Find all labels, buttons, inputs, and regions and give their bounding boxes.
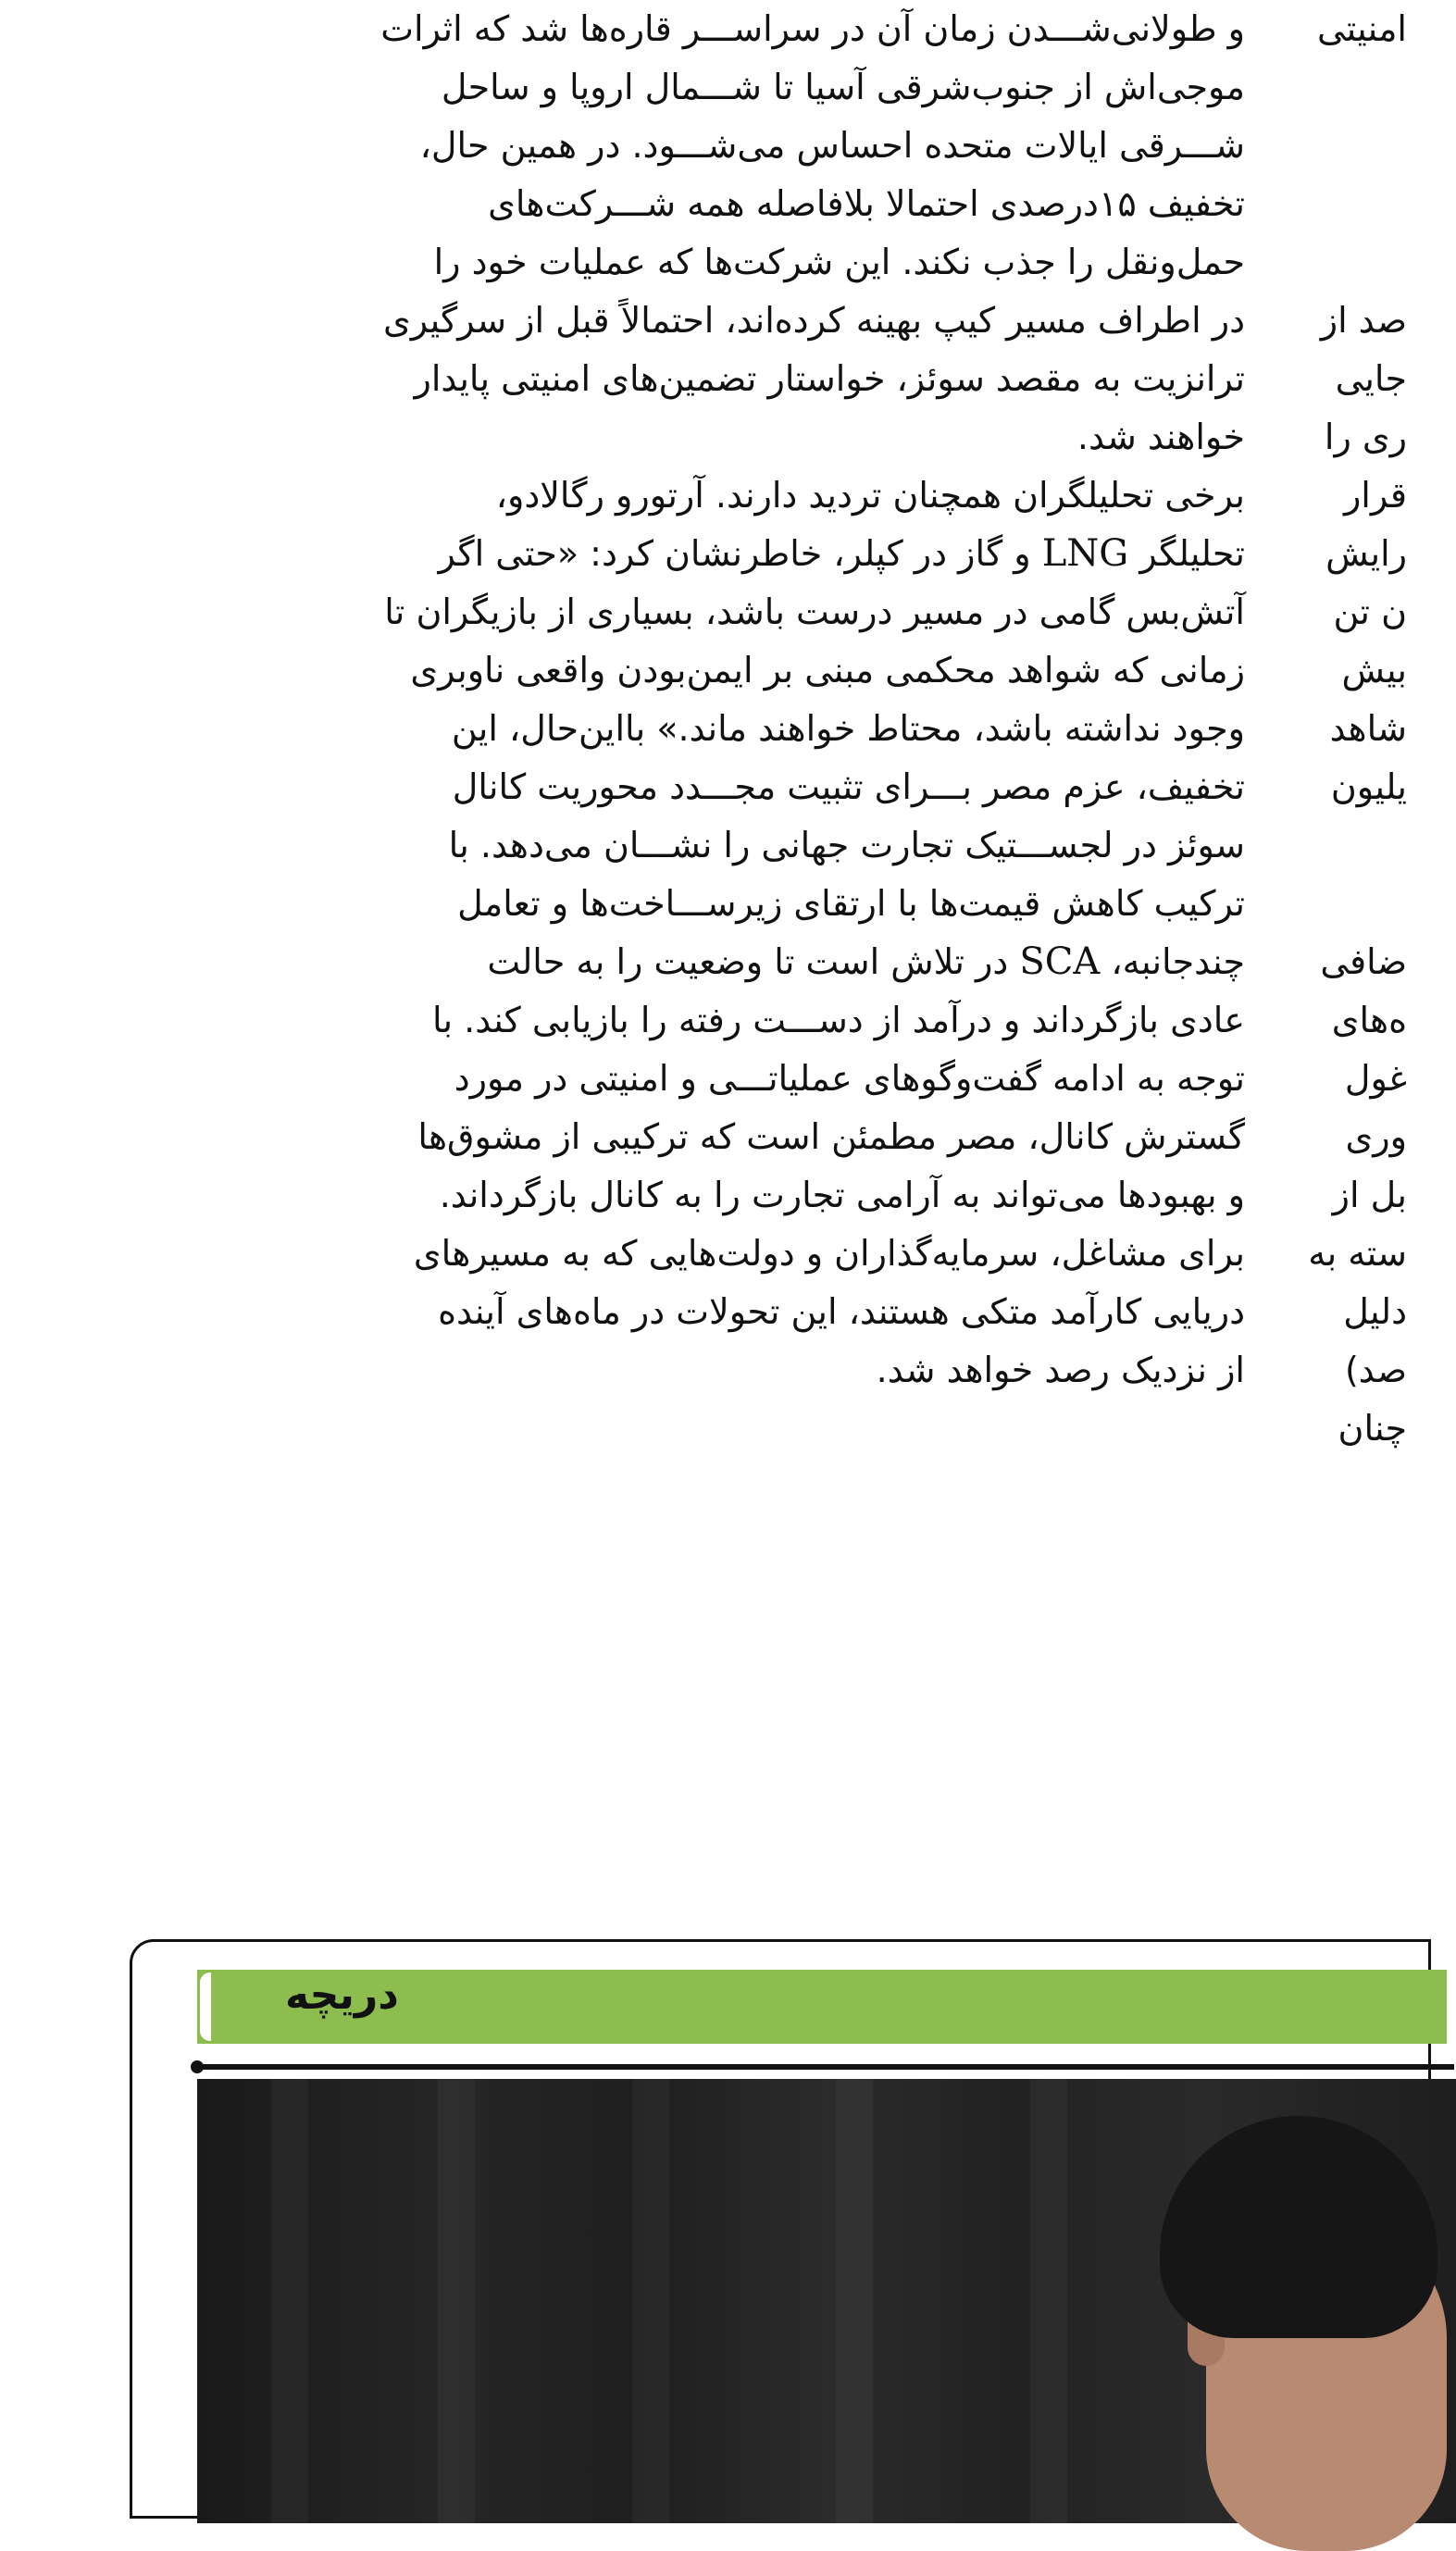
sca-term: SCA [1019, 940, 1101, 983]
text-fragment: بیش [1341, 650, 1407, 691]
text-line: از نزدیک رصد خواهد شد. [876, 1350, 1245, 1390]
divider-line [195, 2064, 1454, 2070]
curtain-fold [1030, 2079, 1067, 2523]
text-line: شـــرقی ایالات متحده احساس می‌شـــود. در همین حال، [419, 125, 1245, 166]
curtain-fold [438, 2079, 475, 2523]
text-fragment: وری [1345, 1116, 1407, 1157]
text-line: گسترش کانال، مصر مطمئن است که ترکیبی از مشوق‌ها [417, 1116, 1245, 1157]
text-fragment: رایش [1325, 533, 1407, 574]
text-line: و بهبودها می‌تواند به آرامی تجارت را به کانال بازگرداند. [439, 1175, 1245, 1215]
text-line: توجه به ادامه گفت‌وگوهای عملیاتـــی و امنیتی در مورد [454, 1058, 1245, 1099]
text-fragment: ری را [1324, 417, 1407, 457]
text-line: برای مشاغل، سرمایه‌گذاران و دولت‌هایی که به مسیرهای [413, 1233, 1245, 1274]
text-line: زمانی که شواهد محکمی مبنی بر ایمن‌بودن واقعی ناوبری [410, 650, 1245, 691]
text-fragment: شاهد [1329, 708, 1407, 749]
curtain-fold [632, 2079, 669, 2523]
text-fragment: یلیون [1330, 766, 1407, 807]
text-line: تخفیف، عزم مصر بـــرای تثبیت مجـــدد محوریت کانال [452, 766, 1245, 807]
text-line: در اطراف مسیر کیپ بهینه کرده‌اند، احتمالاً قبل از سرگیری [382, 300, 1245, 341]
text-line: خواهند شد. [1076, 417, 1245, 457]
text-fragment: بل از [1332, 1175, 1407, 1215]
text-line: چندجانبه، [1111, 941, 1245, 982]
divider-dot [191, 2060, 204, 2073]
person-hair [1160, 2116, 1437, 2338]
curtain-fold [836, 2079, 873, 2523]
text-line: دریایی کارآمد متکی هستند، این تحولات در ماه‌های آینده [438, 1291, 1245, 1332]
text-line: برخی تحلیلگران همچنان تردید دارند. آرتورو رگالادو، [495, 475, 1245, 516]
text-line: تحلیلگر [1139, 533, 1245, 574]
text-fragment: چنان [1338, 1408, 1407, 1449]
text-fragment: دلیل [1343, 1291, 1407, 1332]
main-article-column [120, 0, 1245, 1400]
lng-term: LNG [1041, 532, 1129, 575]
text-line: و گاز در کپلر، خاطرنشان کرد: «حتی اگر [438, 533, 1031, 574]
text-line: ترکیب کاهش قیمت‌ها با ارتقای زیرســـاخت‌ها و تعامل [457, 883, 1245, 924]
text-line: تخفیف ۱۵درصدی احتمالا بلافاصله همه شـــرکت‌های [488, 183, 1245, 224]
text-fragment: ن تن [1333, 591, 1407, 632]
text-fragment: قرار [1343, 475, 1407, 516]
paragraph-1 [120, 0, 1245, 467]
curtain-fold [271, 2079, 308, 2523]
paragraph-2 [120, 467, 1245, 1400]
text-fragment: امنیتی [1317, 8, 1407, 49]
text-line: ترانزیت به مقصد سوئز، خواستار تضمین‌های امنیتی پایدار [414, 358, 1245, 399]
text-line: عادی بازگرداند و درآمد از دســـت رفته را بازیابی کند. با [431, 1000, 1245, 1040]
text-fragment: صد) [1344, 1350, 1407, 1390]
text-fragment: ضافی [1320, 941, 1407, 982]
text-line: وجود نداشته باشد، محتاط خواهند ماند.» بااین‌حال، این [451, 708, 1245, 749]
text-fragment: جایی [1335, 358, 1407, 399]
text-line: آتش‌بس گامی در مسیر درست باشد، بسیاری از بازیگران تا [384, 591, 1245, 632]
text-fragment: غول [1344, 1058, 1407, 1099]
text-fragment: سته به [1308, 1233, 1407, 1274]
title-tab-marker [197, 1970, 214, 2044]
text-fragment: صد از [1320, 300, 1407, 341]
text-line: موجی‌اش از جنوب‌شرقی آسیا تا شـــمال اروپا و ساحل [441, 67, 1245, 107]
window-box [130, 1939, 1431, 2519]
text-line: در تلاش است تا وضعیت را به حالت [487, 941, 1009, 982]
box-title: دریچه [285, 1972, 399, 2019]
portrait-photo [197, 2079, 1456, 2523]
text-line: و طولانی‌شـــدن زمان آن در سراســـر قاره‌ها شد که اثرات [380, 8, 1245, 49]
text-fragment: ه‌های [1331, 1000, 1407, 1040]
text-line: حمل‌ونقل را جذب نکند. این شرکت‌ها که عملیات خود را [433, 242, 1245, 282]
text-line: سوئز در لجســـتیک تجارت جهانی را نشـــان می‌دهد. با [448, 825, 1245, 865]
